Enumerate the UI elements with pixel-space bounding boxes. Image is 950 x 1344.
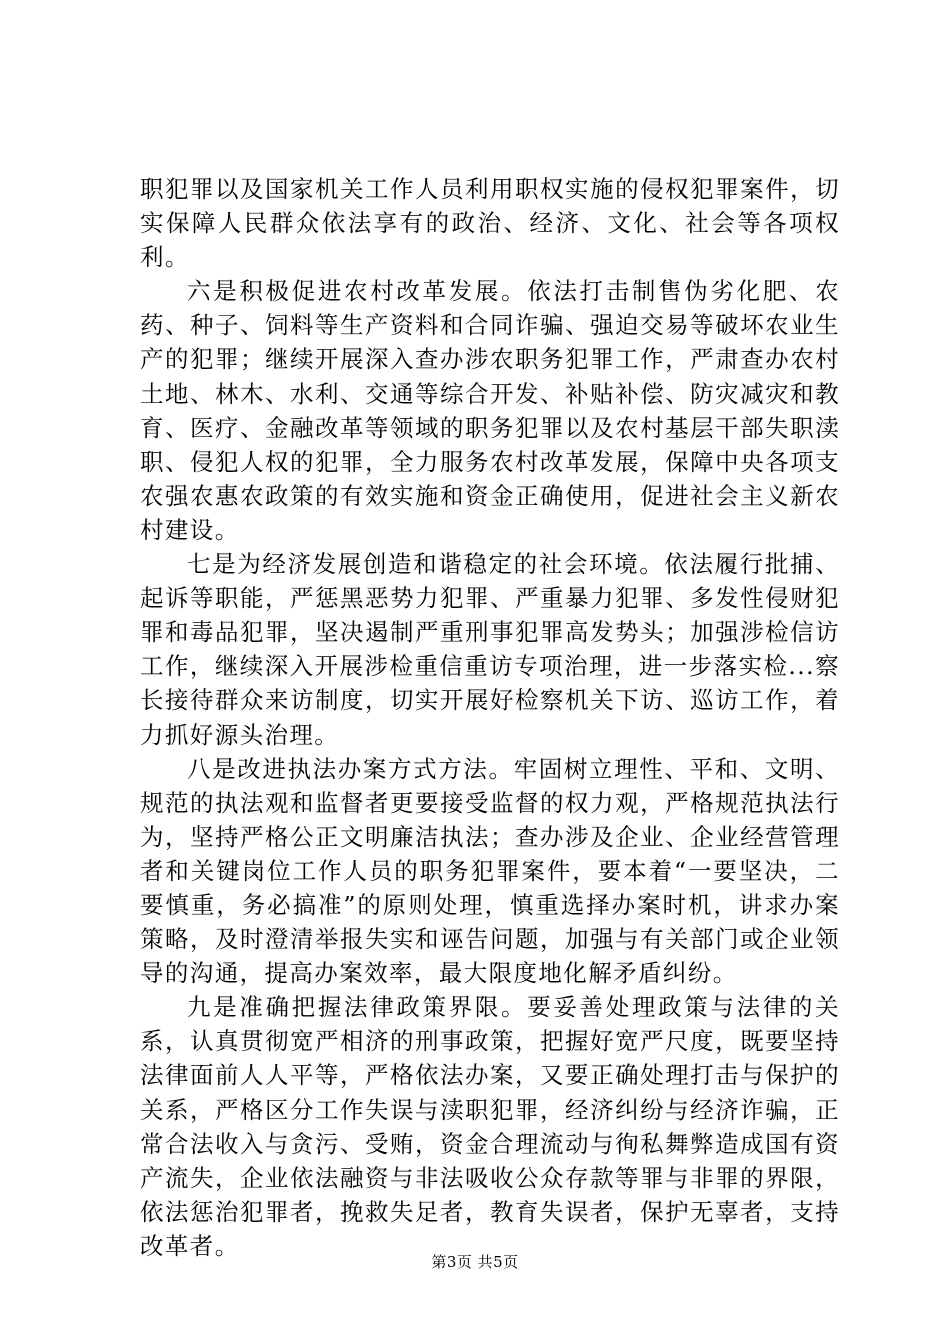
page-number-footer: 第3页 共5页 bbox=[431, 1253, 519, 1271]
document-body bbox=[140, 172, 840, 1263]
paragraph-eight: 八是改进执法办案方式方法。牢固树立理性、平和、文明、规范的执法观和监督者更要接受监督的权力观，严格规范执法行为，坚持严格公正文明廉洁执法；查办涉及企业、企业经营管理者和关键岗位工作人员的职务犯罪案件，要本着“一要坚决，二要慎重，务必搞准”的原则处理，慎重选择办案时机，讲求办案策略，及时澄清举报失实和诬告问题，加强与有关部门或企业领导的沟通，提高办案效率，最大限度地化解矛盾纠纷。 bbox=[140, 754, 840, 988]
paragraph-seven: 七是为经济发展创造和谐稳定的社会环境。依法履行批捕、起诉等职能，严惩黑恶势力犯罪、严重暴力犯罪、多发性侵财犯罪和毒品犯罪，坚决遏制严重刑事犯罪高发势头；加强涉检信访工作，继续深入开展涉检重信重访专项治理，进一步落实检...察长接待群众来访制度，切实开展好检察机关下访、巡访工作，着力抓好源头治理。 bbox=[140, 550, 840, 749]
paragraph-nine: 九是准确把握法律政策界限。要妥善处理政策与法律的关系，认真贯彻宽严相济的刑事政策，把握好宽严尺度，既要坚持法律面前人人平等，严格依法办案，又要正确处理打击与保护的关系，严格区分工作失误与渎职犯罪，经济纠纷与经济诈骗，正常合法收入与贪污、受贿，资金合理流动与徇私舞弊造成国有资产流失，企业依法融资与非法吸收公众存款等罪与非罪的界限，依法惩治犯罪者，挽救失足者，教育失误者，保护无辜者，支持改革者。 bbox=[140, 993, 840, 1260]
paragraph-six: 六是积极促进农村改革发展。依法打击制售伪劣化肥、农药、种子、饲料等生产资料和合同诈骗、强迫交易等破坏农业生产的犯罪；继续开展深入查办涉农职务犯罪工作，严肃查办农村土地、林木、水利、交通等综合开发、补贴补偿、防灾减灾和教育、医疗、金融改革等领域的职务犯罪以及农村基层干部失职渎职、侵犯人权的犯罪，全力服务农村改革发展，保障中央各项支农强农惠农政策的有效实施和资金正确使用，促进社会主义新农村建设。 bbox=[140, 277, 840, 544]
paragraph-continuation: 职犯罪以及国家机关工作人员利用职权实施的侵权犯罪案件，切实保障人民群众依法享有的政治、经济、文化、社会等各项权利。 bbox=[140, 175, 840, 272]
